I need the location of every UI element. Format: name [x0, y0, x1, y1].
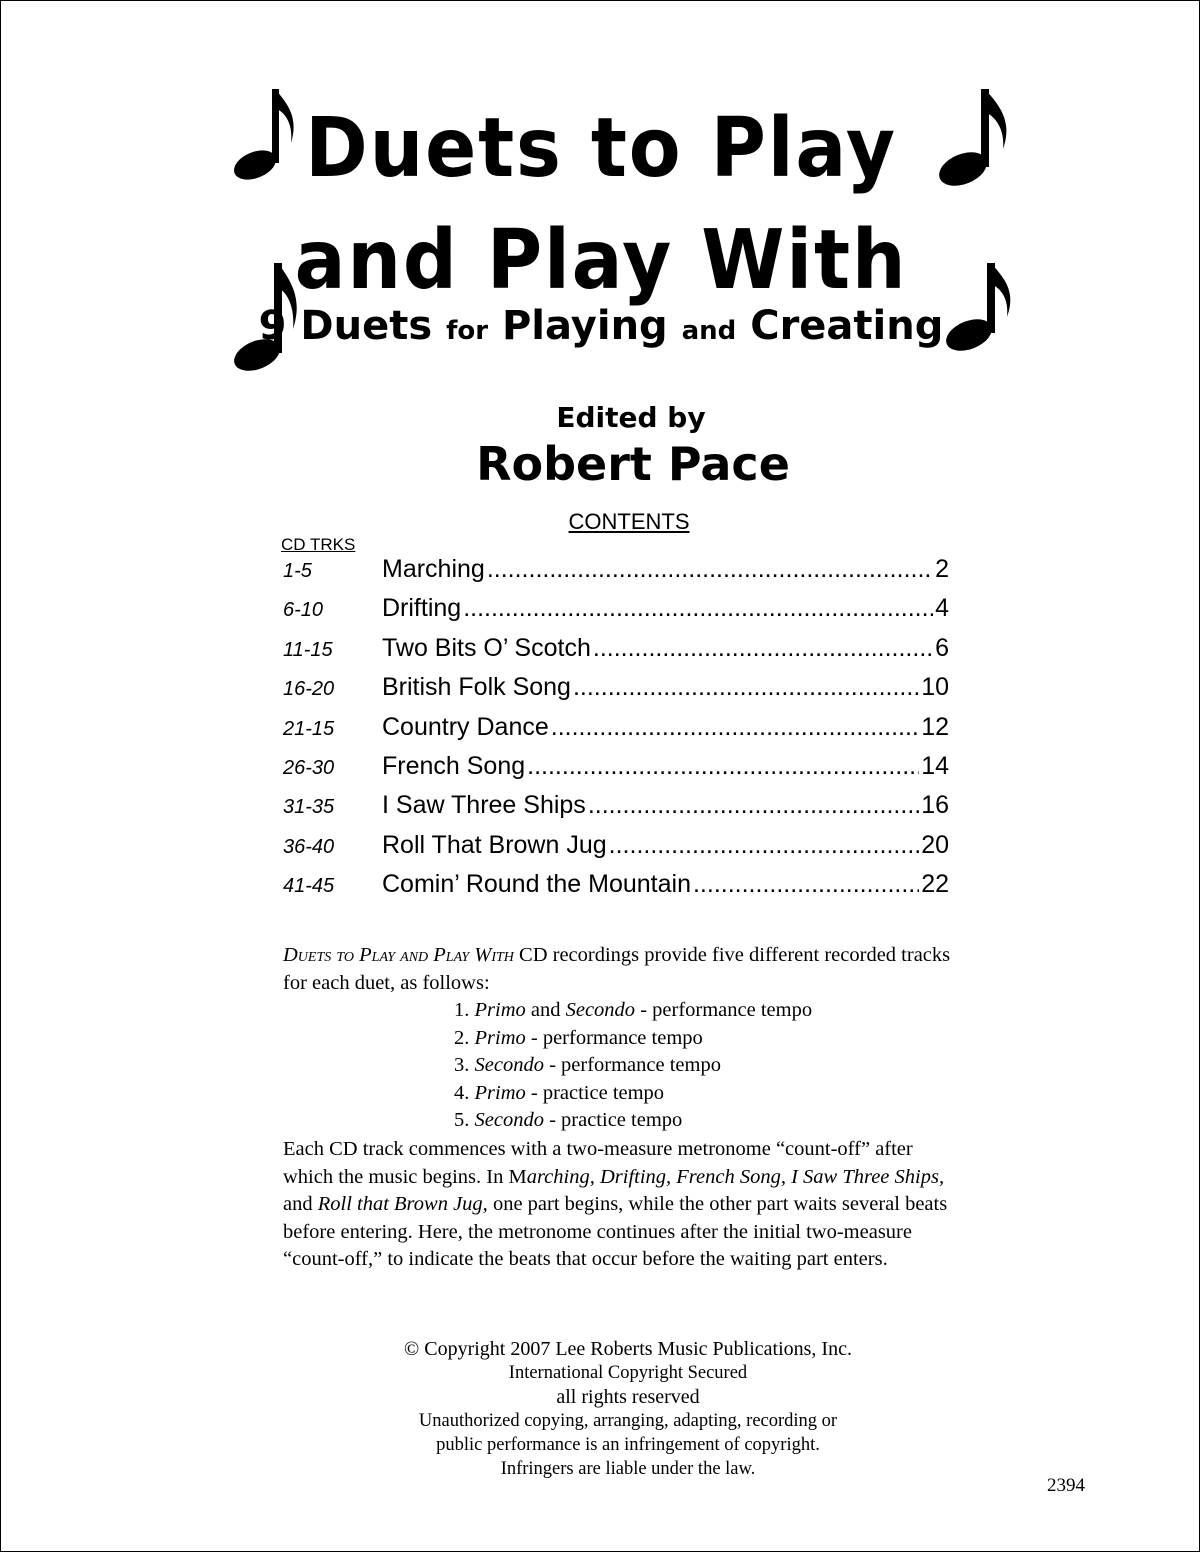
list-desc: - practice tempo [525, 1081, 665, 1104]
subtitle [1, 303, 1200, 349]
edited-by-label: Edited by [556, 401, 706, 434]
toc-leader [487, 555, 933, 584]
cd-tracks-label: CD TRKS [281, 535, 356, 554]
editor-name: Robert Pace [476, 437, 790, 491]
subtitle-part: Creating [736, 303, 944, 349]
toc-tracks: 36-40 [283, 835, 335, 858]
toc-page: 14 [921, 751, 949, 780]
toc-leader [609, 831, 920, 860]
note-italic: arching, Drifting, French Song, I Saw Three Ships, [526, 1165, 945, 1188]
list-num: 5. [454, 1109, 475, 1132]
toc-leader [573, 673, 919, 702]
toc-row [283, 870, 949, 909]
subtitle-part: and [681, 316, 737, 346]
toc-leader [463, 594, 933, 623]
toc-tracks: 21-15 [283, 717, 335, 740]
intro-text: CD recordings provide five different recorded tracks for each duet, as follows: [283, 944, 951, 994]
toc-tracks: 41-45 [283, 875, 335, 898]
toc-row [283, 634, 949, 673]
subtitle-part: Playing [488, 303, 682, 349]
toc-title: Comin’ Round the Mountain [382, 870, 691, 899]
list-item [454, 1107, 812, 1135]
list-part: Secondo [474, 1109, 544, 1132]
toc-title: Marching [382, 555, 485, 583]
toc-row [283, 555, 949, 594]
note-text: Each CD track commences with a two-measure metronome “count-off” after which the music begins. In M [283, 1138, 913, 1188]
copyright-line: all rights reserved [556, 1386, 700, 1408]
toc-row [283, 752, 949, 791]
subtitle-part: 9 Duets [258, 303, 447, 349]
toc-title: Drifting [382, 594, 462, 623]
list-desc: - performance tempo [525, 1026, 703, 1049]
toc-title: I Saw Three Ships [382, 791, 586, 820]
toc-page: 22 [921, 870, 949, 899]
list-num: 1. [454, 999, 475, 1021]
copyright-line: International Copyright Secured [508, 1363, 748, 1383]
toc-tracks: 1-5 [283, 560, 312, 582]
toc-leader [527, 752, 919, 781]
list-num: 4. [454, 1081, 475, 1104]
book-title-ref: Duets to Play and Play With [283, 944, 514, 966]
subtitle-part: for [446, 316, 489, 346]
toc-page: 2 [935, 555, 949, 583]
toc-tracks: 26-30 [283, 756, 335, 779]
note-text: and [283, 1193, 318, 1216]
list-part2: Secondo [565, 999, 636, 1021]
toc-title: Country Dance [382, 712, 549, 741]
list-and: and [525, 999, 566, 1021]
toc-page: 4 [935, 594, 949, 623]
toc-leader [593, 634, 933, 663]
toc-row [283, 831, 949, 870]
toc-title: Roll That Brown Jug [382, 830, 607, 859]
list-item [454, 997, 812, 1025]
toc-leader [693, 870, 919, 899]
title-line-1: Duets to Play [305, 101, 897, 196]
toc-tracks: 31-35 [283, 796, 335, 819]
list-item [454, 1052, 812, 1080]
list-part: Secondo [474, 1054, 544, 1077]
intro-paragraph [283, 942, 963, 997]
toc-tracks: 11-15 [283, 638, 333, 661]
list-part: Primo [474, 1081, 526, 1104]
track-types-list [454, 997, 812, 1135]
copyright-line: © Copyright 2007 Lee Roberts Music Publications, Inc. [404, 1338, 852, 1360]
list-part: Primo [474, 999, 526, 1021]
list-item [454, 1080, 812, 1108]
copyright-line: public performance is an infringement of copyright. [436, 1435, 820, 1455]
toc-leader [551, 713, 919, 742]
list-num: 2. [454, 1026, 475, 1049]
toc-page: 10 [921, 673, 949, 702]
copyright-block [1, 1337, 1200, 1481]
toc-row [283, 713, 949, 752]
list-desc: - performance tempo [543, 1054, 721, 1077]
toc-row [283, 791, 949, 830]
toc-row [283, 673, 949, 712]
toc-title: Two Bits O’ Scotch [382, 633, 591, 662]
note-italic: Roll that Brown Jug, [317, 1193, 488, 1216]
toc-page: 6 [935, 633, 949, 662]
toc-row [283, 594, 949, 633]
list-desc: - practice tempo [543, 1109, 683, 1132]
count-off-paragraph [283, 1136, 963, 1274]
toc-page: 16 [921, 791, 949, 820]
copyright-line: Infringers are liable under the law. [500, 1459, 756, 1479]
list-item [454, 1025, 812, 1053]
catalog-number: 2394 [1047, 1475, 1085, 1496]
toc-title: British Folk Song [382, 673, 571, 702]
toc-title: French Song [382, 751, 526, 780]
copyright-line: Unauthorized copying, arranging, adapting, recording or [418, 1411, 838, 1431]
toc-tracks: 16-20 [283, 678, 335, 701]
title-line-2: and Play With [294, 213, 908, 308]
table-of-contents [283, 555, 949, 910]
toc-page: 20 [921, 830, 949, 859]
list-part: Primo [474, 1026, 526, 1049]
toc-tracks: 6-10 [283, 599, 324, 622]
contents-heading: CONTENTS [568, 509, 690, 534]
note-text: one part begins, while the other part waits several beats before entering. Here, the metronome continues after the initial two-measure “count-off,” to indicate the beats that occur before the waiting part enters. [283, 1193, 948, 1271]
list-desc: - performance tempo [635, 999, 813, 1021]
list-num: 3. [454, 1054, 475, 1077]
toc-page: 12 [921, 712, 949, 741]
toc-leader [588, 791, 919, 820]
